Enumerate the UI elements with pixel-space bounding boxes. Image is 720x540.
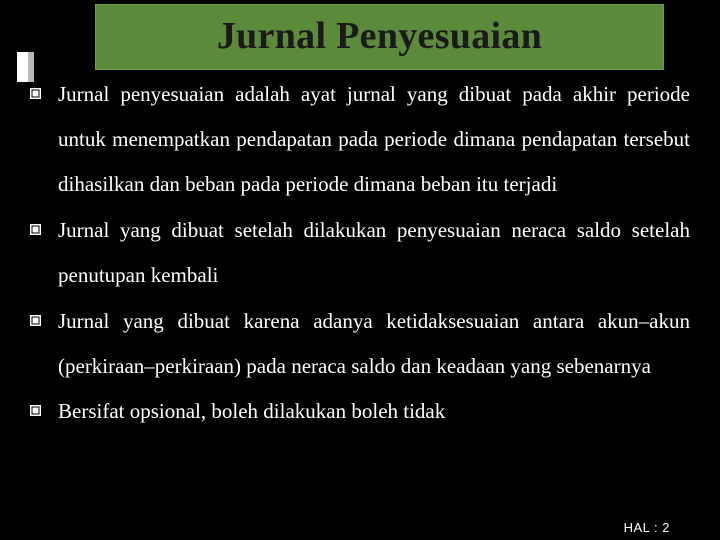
bullet-item <box>30 72 690 207</box>
bullet-text: Jurnal penyesuaian adalah ayat jurnal yang dibuat pada akhir periode untuk menempatkan pendapatan pada periode dimana pendapatan tersebut dihasilkan dan beban pada periode dimana beban itu terjadi <box>58 82 690 196</box>
bullet-item <box>30 299 690 389</box>
slide-title: Jurnal Penyesuaian <box>216 15 543 57</box>
bullet-text: Jurnal yang dibuat karena adanya ketidaksesuaian antara akun–akun (perkiraan–perkiraan) pada neraca saldo dan keadaan yang sebenarnya <box>58 309 690 378</box>
bullet-list <box>30 72 690 434</box>
bullet-item <box>30 208 690 298</box>
bullet-text: Jurnal yang dibuat setelah dilakukan penyesuaian neraca saldo setelah penutupan kembali <box>58 218 690 287</box>
page-number: HAL : 2 <box>623 520 670 535</box>
square-bullet-icon <box>30 405 41 416</box>
square-bullet-icon <box>30 224 41 235</box>
bullet-item <box>30 389 690 434</box>
square-bullet-icon <box>30 315 41 326</box>
bullet-text: Bersifat opsional, boleh dilakukan boleh tidak <box>58 399 446 423</box>
square-bullet-icon <box>30 88 41 99</box>
